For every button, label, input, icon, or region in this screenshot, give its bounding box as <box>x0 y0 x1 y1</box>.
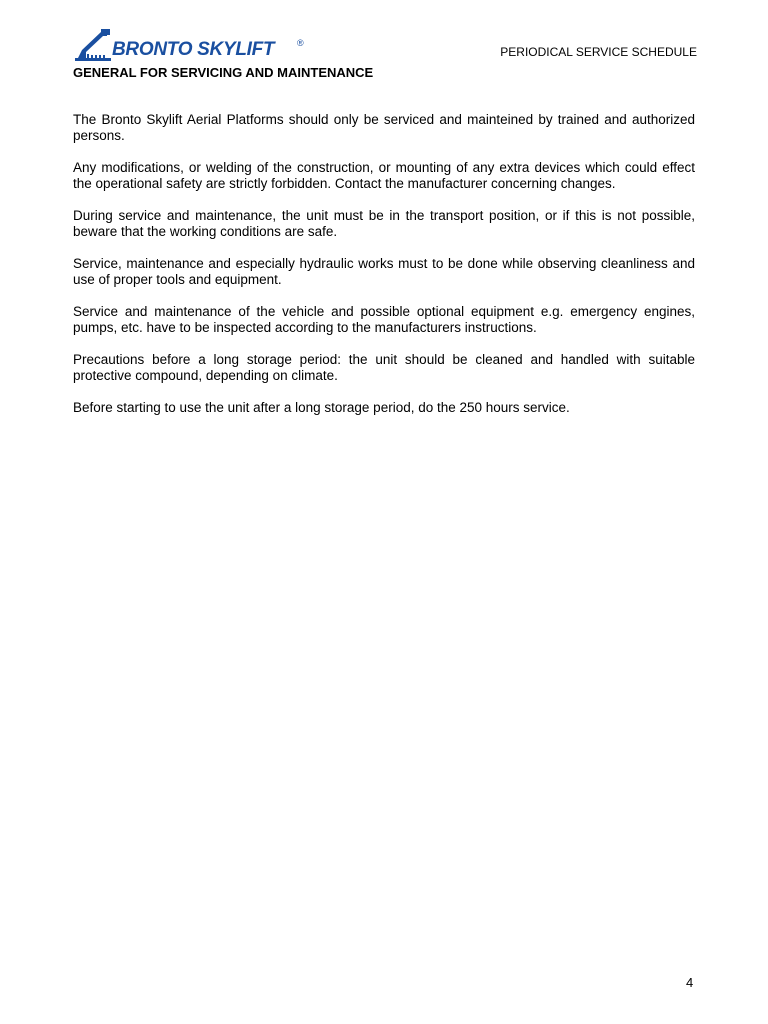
page-number: 4 <box>686 975 694 990</box>
paragraph: Any modifications, or welding of the construction, or mounting of any extra devices which could effect the operational safety are strictly forbidden. Contact the manufacturer concerning changes. <box>73 160 695 191</box>
paragraph: During service and maintenance, the unit must be in the transport position, or if this is not possible, beware that the working conditions are safe. <box>73 208 695 239</box>
paragraph: Before starting to use the unit after a long storage period, do the 250 hours service. <box>73 400 570 415</box>
document-body <box>73 112 695 432</box>
section-title: GENERAL FOR SERVICING AND MAINTENANCE <box>73 65 374 80</box>
paragraph: Service, maintenance and especially hydraulic works must to be done while observing cleanliness and use of proper tools and equipment. <box>73 256 695 287</box>
document-title: PERIODICAL SERVICE SCHEDULE <box>500 45 697 59</box>
paragraph: The Bronto Skylift Aerial Platforms should only be serviced and mainteined by trained and authorized persons. <box>73 112 695 143</box>
aerial-platform-logo-icon <box>73 28 113 62</box>
bronto-skylift-logo <box>73 28 313 62</box>
page-header <box>73 28 697 82</box>
logo-text: BRONTO SKYLIFT <box>112 39 275 60</box>
paragraph: Service and maintenance of the vehicle and possible optional equipment e.g. emergency engines, pumps, etc. have to be inspected according to the manufacturers instructions. <box>73 304 695 335</box>
paragraph: Precautions before a long storage period: the unit should be cleaned and handled with suitable protective compound, depending on climate. <box>73 352 695 383</box>
registered-mark: ® <box>297 38 304 48</box>
